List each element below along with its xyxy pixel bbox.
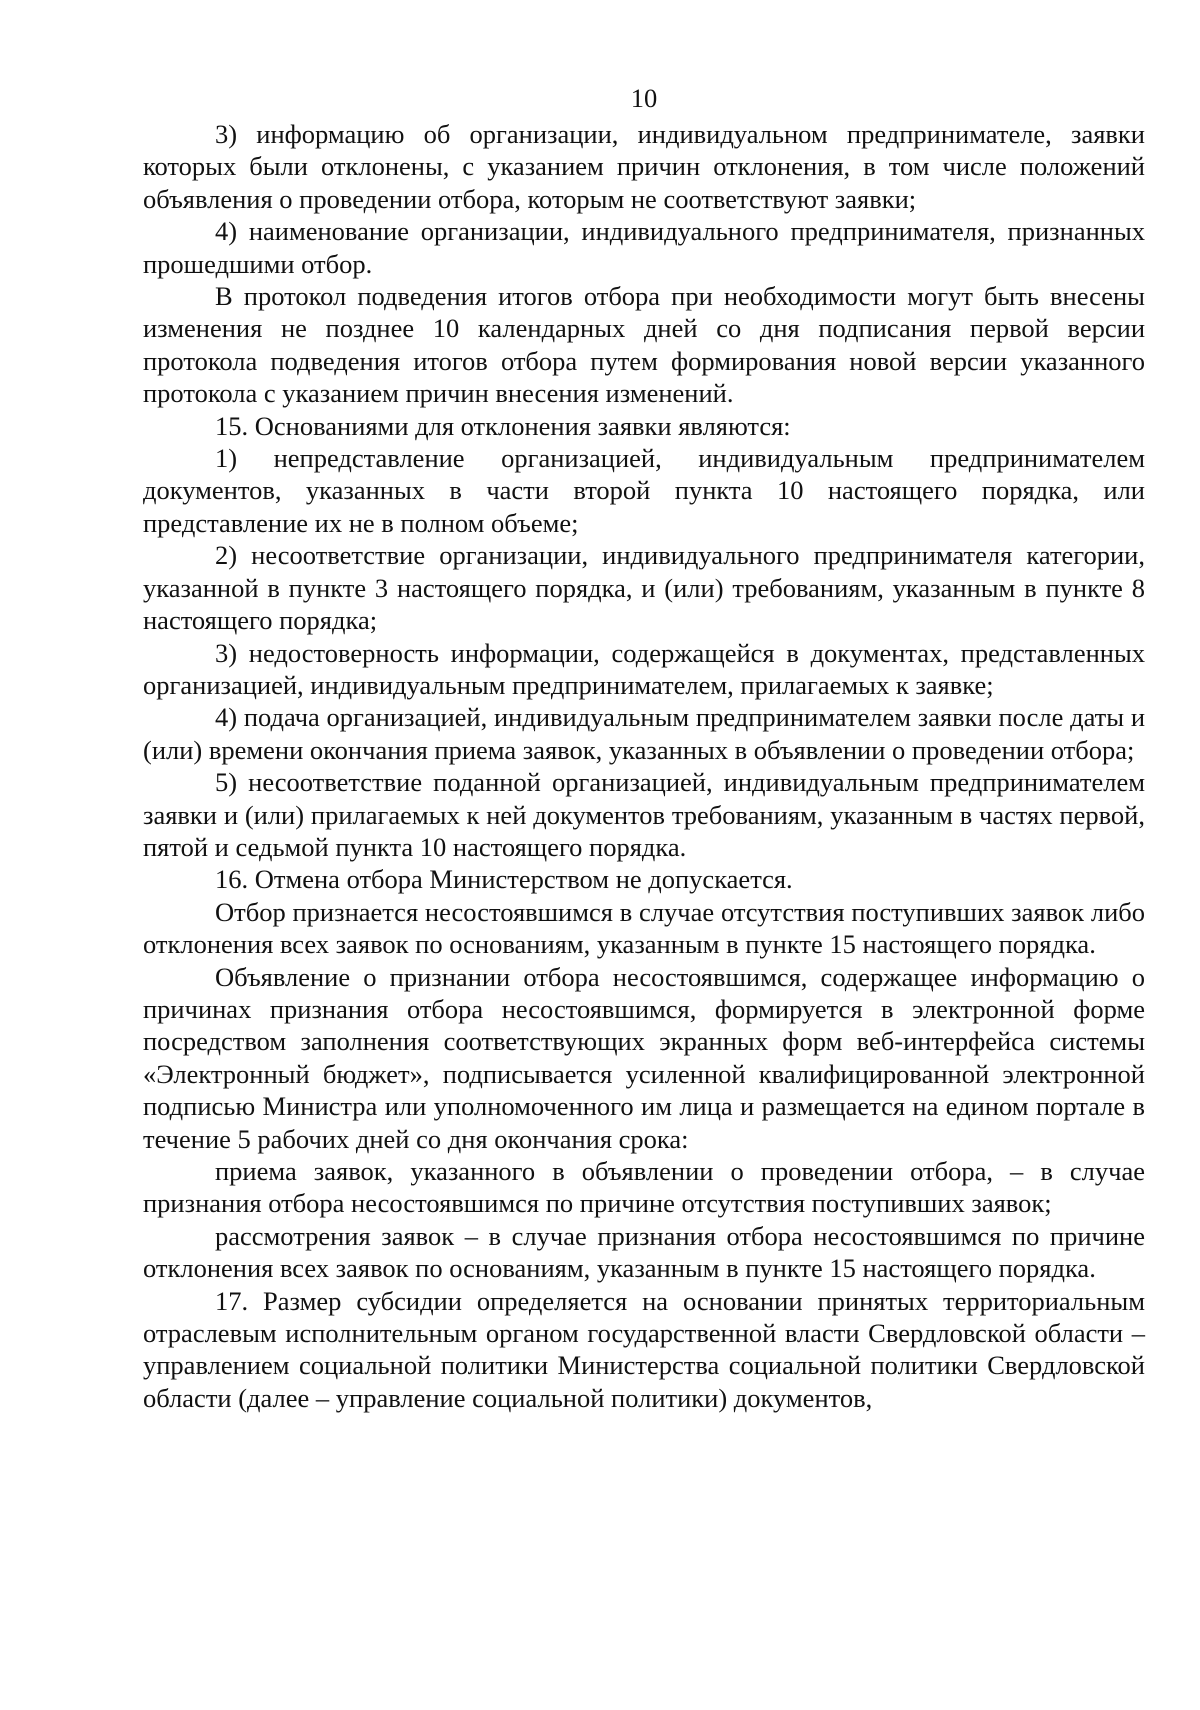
paragraph-deadline-applications: приема заявок, указанного в объявлении о проведении отбора, – в случае признания отбора несостоявшимся по причине отсутствия поступивших заявок;	[143, 1156, 1145, 1219]
paragraph-section-15-item-1: 1) непредставление организацией, индивидуальным предпринимателем документов, указанных в части второй пункта 10 настоящего порядка, или представление их не в полном объеме;	[143, 443, 1145, 538]
paragraph-section-16: 16. Отмена отбора Министерством не допускается.	[215, 864, 793, 895]
paragraph-section-15-heading: 15. Основаниями для отклонения заявки являются:	[215, 410, 791, 441]
page-number: 10	[630, 83, 658, 113]
paragraph-protocol-item-3: 3) информацию об организации, индивидуальном предпринимателе, заявки которых были отклонены, с указанием причин отклонения, в том числе положений объявления о проведении отбора, которым не соответствуют заявки;	[143, 119, 1145, 214]
paragraph-selection-failed: Отбор признается несостоявшимся в случае отсутствия поступивших заявок либо отклонения всех заявок по основаниям, указанным в пункте 15 настоящего порядка.	[143, 896, 1145, 960]
paragraph-protocol-changes: В протокол подведения итогов отбора при необходимости могут быть внесены изменения не позднее 10 календарных дней со дня подписания первой версии протокола подведения итогов отбора путем формирования новой версии указанного протокола с указанием причин внесения изменений.	[143, 281, 1145, 409]
paragraph-section-17: 17. Размер субсидии определяется на основании принятых территориальным отраслевым исполнительным органом государственной власти Свердловской области – управлением социальной политики Министерства социальной политики Свердловской области (далее – управление социальной политики) документов,	[143, 1285, 1145, 1413]
paragraph-protocol-item-4: 4) наименование организации, индивидуального предпринимателя, признанных прошедшими отбор.	[143, 216, 1145, 279]
paragraph-failed-announcement: Объявление о признании отбора несостоявшимся, содержащее информацию о причинах признания отбора несостоявшимся, формируется в электронной форме посредством заполнения соответствующих экранных форм веб-интерфейса системы «Электронный бюджет», подписывается усиленной квалифицированной электронной подписью Министра или уполномоченного им лица и размещается на едином портале в течение 5 рабочих дней со дня окончания срока:	[143, 961, 1145, 1154]
paragraph-deadline-review: рассмотрения заявок – в случае признания отбора несостоявшимся по причине отклонения всех заявок по основаниям, указанным в пункте 15 настоящего порядка.	[143, 1220, 1145, 1284]
paragraph-section-15-item-4: 4) подача организацией, индивидуальным предпринимателем заявки после даты и (или) времени окончания приема заявок, указанных в объявлении о проведении отбора;	[143, 702, 1145, 765]
paragraph-section-15-item-2: 2) несоответствие организации, индивидуального предпринимателя категории, указанной в пункте 3 настоящего порядка, и (или) требованиям, указанным в пункте 8 настоящего порядка;	[143, 540, 1145, 636]
paragraph-section-15-item-3: 3) недостоверность информации, содержащейся в документах, представленных организацией, индивидуальным предпринимателем, прилагаемых к заявке;	[143, 637, 1145, 700]
paragraph-section-15-item-5: 5) несоответствие поданной организацией, индивидуальным предпринимателем заявки и (или) прилагаемых к ней документов требованиям, указанным в частях первой, пятой и седьмой пункта 10 настоящего порядка.	[143, 767, 1145, 862]
